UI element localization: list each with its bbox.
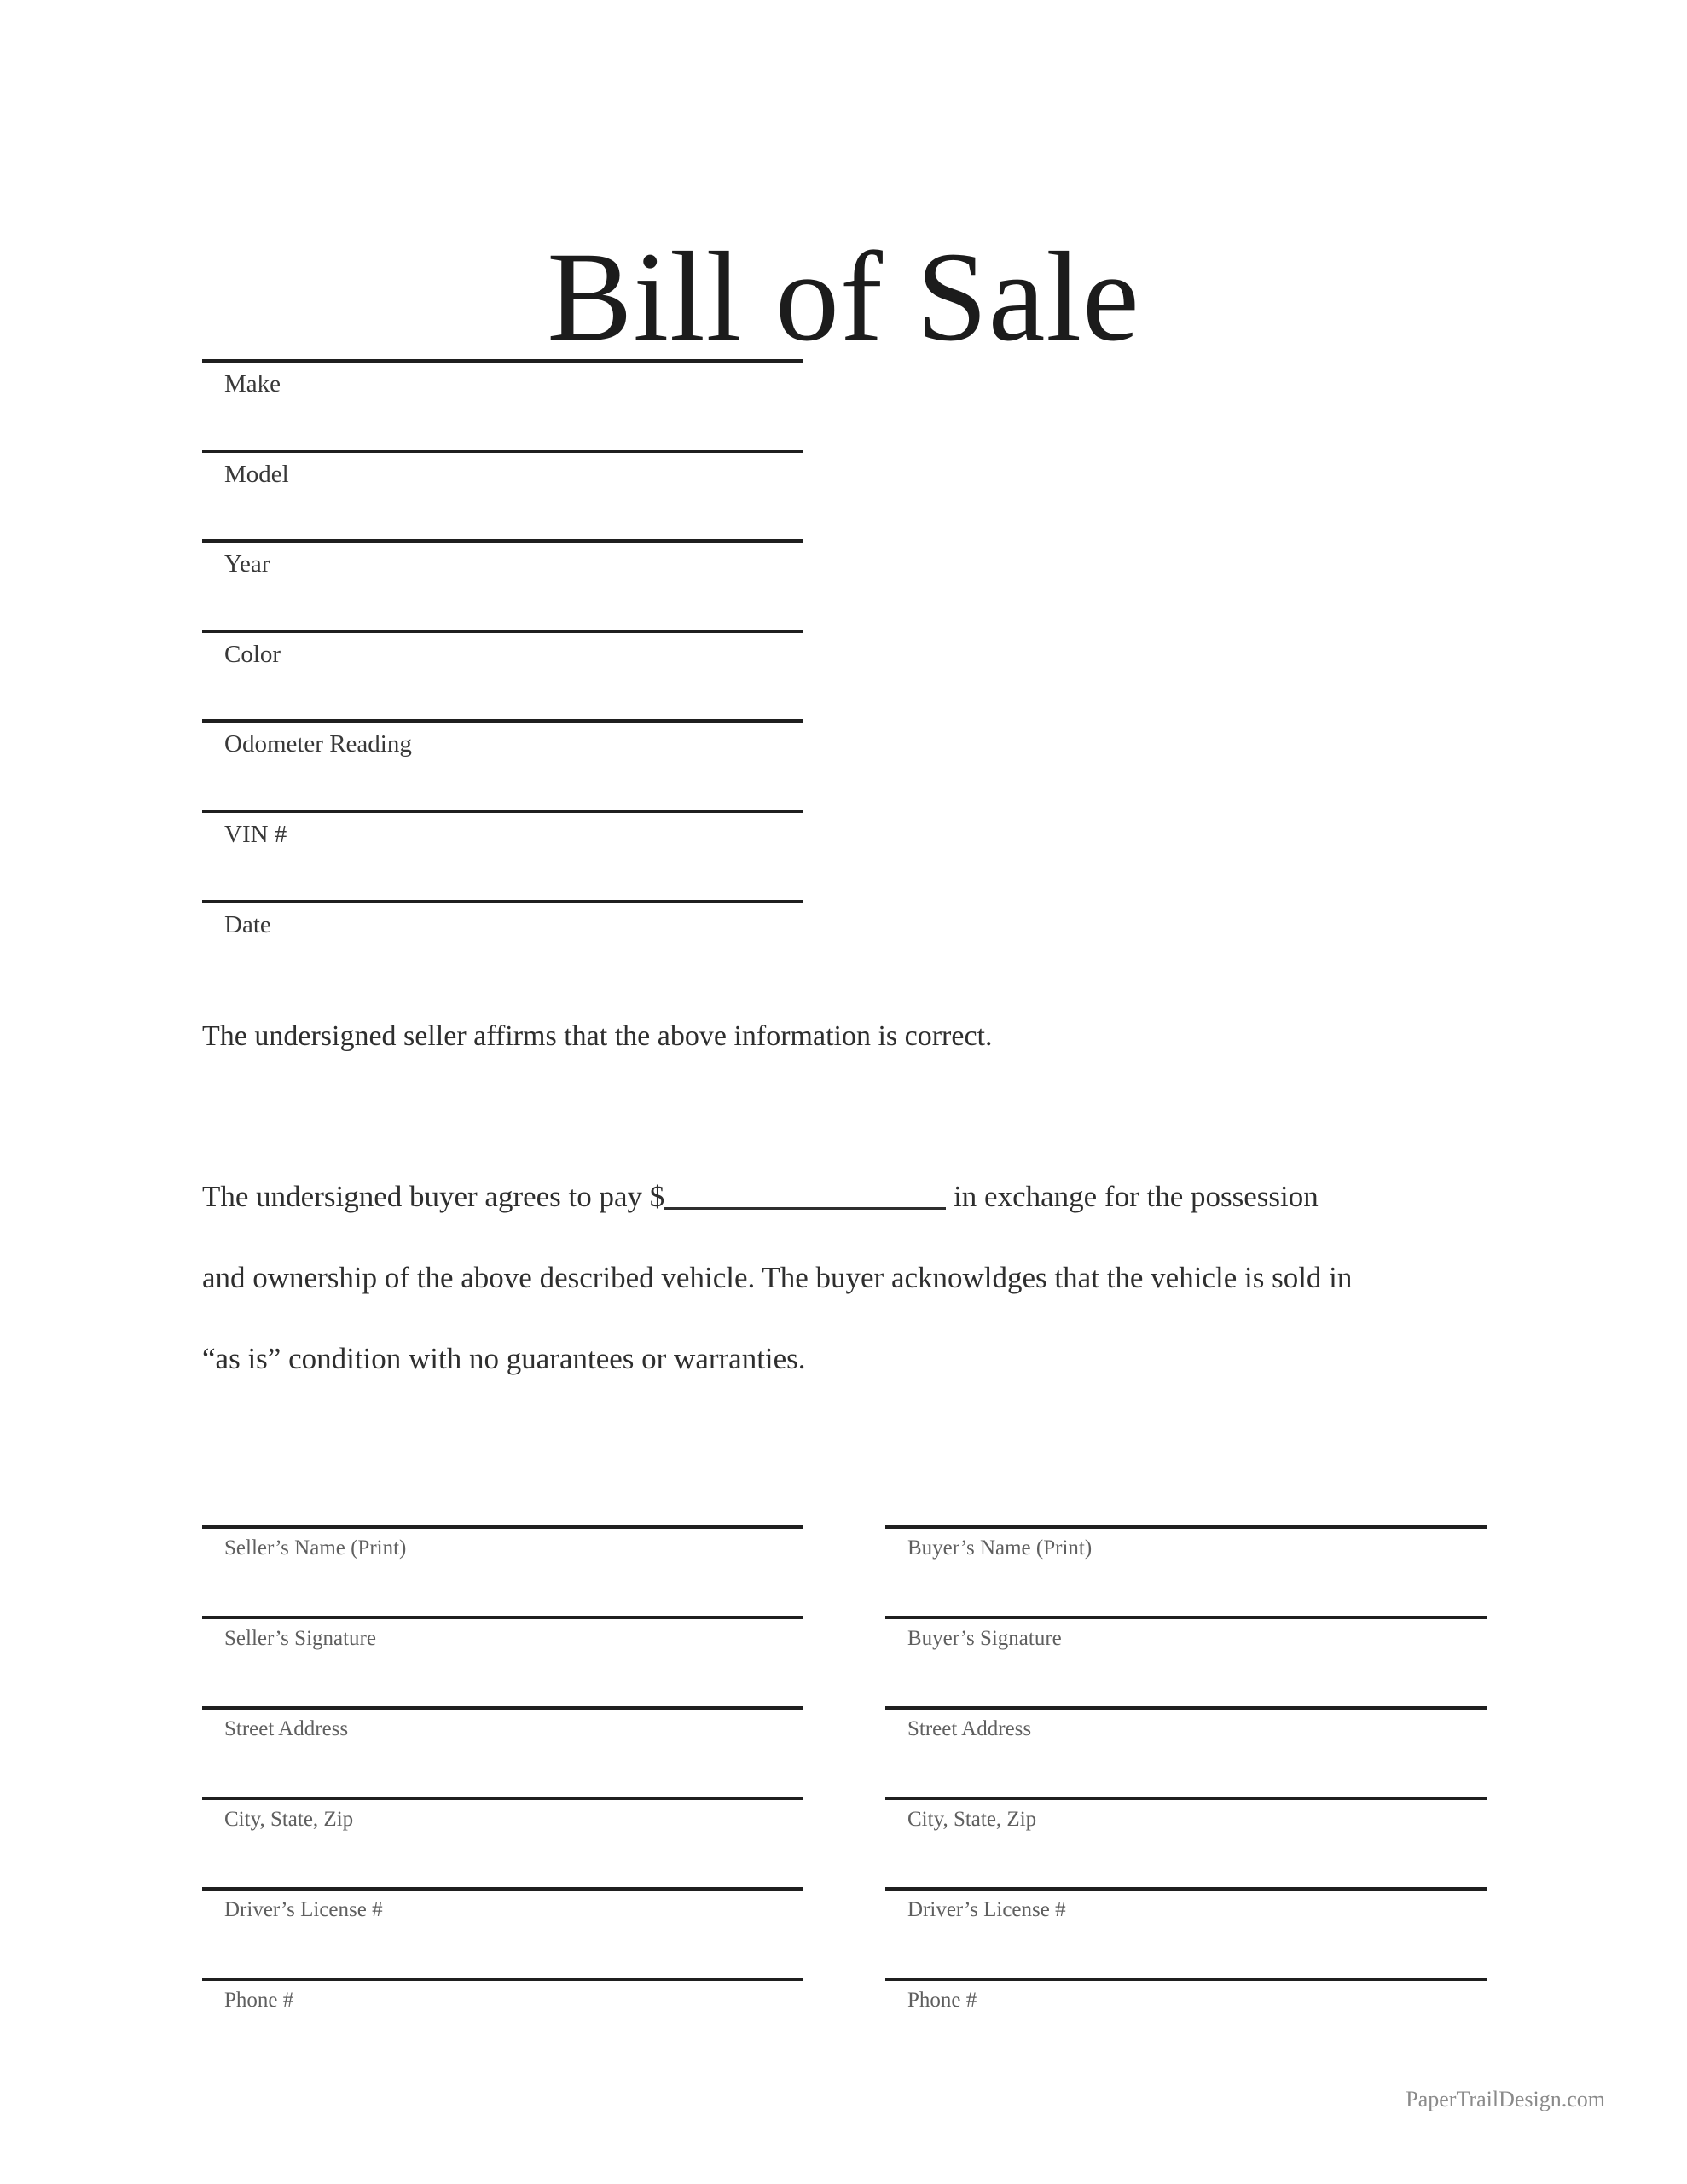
vehicle-field-label: VIN # [224, 820, 287, 848]
seller-field-label: Driver’s License # [224, 1898, 383, 1921]
seller-field-row [202, 1887, 803, 1978]
vehicle-field-label: Model [224, 460, 289, 488]
vehicle-field-row [202, 359, 803, 450]
vehicle-field-row [202, 630, 803, 720]
amount-blank-line [664, 1175, 946, 1210]
buyer-signature-section [885, 1525, 1487, 2068]
buyer-field-label: Buyer’s Signature [907, 1627, 1062, 1650]
buyer-agreement-text [202, 1156, 1352, 1399]
vehicle-field-label: Odometer Reading [224, 730, 412, 758]
vehicle-field-row [202, 450, 803, 540]
buyer-field-label: Buyer’s Name (Print) [907, 1536, 1093, 1560]
buyer-field-row [885, 1706, 1487, 1797]
seller-field-row [202, 1616, 803, 1706]
seller-field-label: Phone # [224, 1989, 294, 2012]
seller-affirmation-text: The undersigned seller affirms that the above information is correct. [202, 1020, 993, 1052]
seller-field-label: Seller’s Name (Print) [224, 1536, 407, 1560]
buyer-field-label: City, State, Zip [907, 1808, 1037, 1831]
buyer-field-label: Driver’s License # [907, 1898, 1066, 1921]
seller-field-row [202, 1797, 803, 1887]
seller-field-row [202, 1706, 803, 1797]
buyer-field-label: Phone # [907, 1989, 977, 2012]
vehicle-field-label: Date [224, 910, 271, 938]
seller-field-label: Seller’s Signature [224, 1627, 376, 1650]
seller-field-label: Street Address [224, 1717, 349, 1740]
vehicle-field-row [202, 539, 803, 630]
buyer-agreement-line2: and ownership of the above described vehicle. The buyer acknowldges that the vehicle is sold in [202, 1261, 1353, 1294]
buyer-field-row [885, 1525, 1487, 1616]
footer-watermark: PaperTrailDesign.com [1406, 2087, 1605, 2111]
buyer-agreement-line3: “as is” condition with no guarantees or warranties. [202, 1342, 806, 1375]
buyer-field-row [885, 1978, 1487, 2068]
page-title: Bill of Sale [547, 225, 1140, 368]
seller-field-row [202, 1525, 803, 1616]
vehicle-field-row [202, 900, 803, 990]
vehicle-field-row [202, 810, 803, 900]
buyer-field-row [885, 1616, 1487, 1706]
seller-signature-section [202, 1525, 803, 2068]
vehicle-field-label: Color [224, 640, 281, 668]
seller-field-label: City, State, Zip [224, 1808, 354, 1831]
buyer-field-label: Street Address [907, 1717, 1032, 1740]
vehicle-field-label: Make [224, 370, 281, 398]
vehicle-field-label: Year [224, 550, 270, 578]
buyer-field-row [885, 1887, 1487, 1978]
seller-field-row [202, 1978, 803, 2068]
buyer-agreement-line1-pre: The undersigned buyer agrees to pay $ [202, 1180, 665, 1213]
vehicle-info-section [202, 359, 803, 990]
buyer-agreement-line1-post: in exchange for the possession [946, 1180, 1319, 1213]
vehicle-field-row [202, 719, 803, 810]
buyer-agreement-line1 [202, 1156, 1352, 1237]
buyer-field-row [885, 1797, 1487, 1887]
